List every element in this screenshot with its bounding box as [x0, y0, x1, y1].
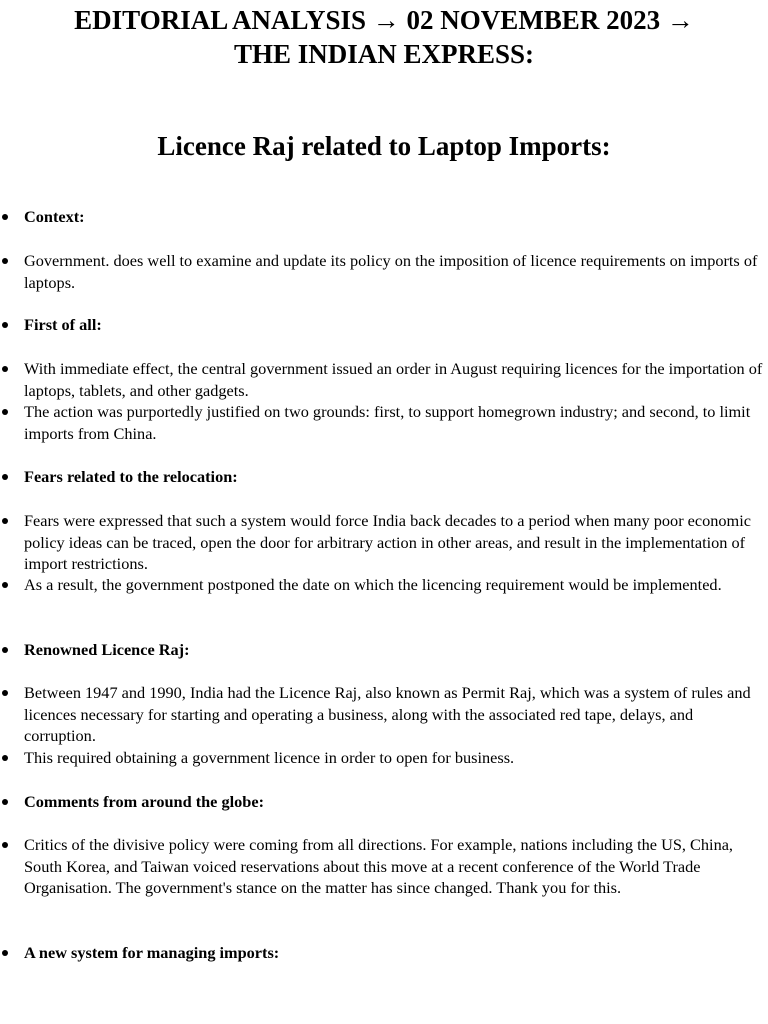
page-title-line-1: EDITORIAL ANALYSIS → 02 NOVEMBER 2023 →	[74, 5, 694, 35]
bullet-text: As a result, the government postponed the date on which the licencing requirement would be implemented.	[24, 575, 722, 594]
list-item	[24, 510, 766, 575]
section-heading-comments	[24, 791, 766, 813]
bullet-icon	[2, 214, 8, 220]
bullet-text: A new system for managing imports:	[24, 943, 280, 962]
page-title	[0, 3, 768, 71]
bullet-icon	[2, 755, 8, 761]
bullet-icon	[2, 842, 8, 848]
list-item	[24, 358, 766, 401]
bullet-text: Renowned Licence Raj:	[24, 640, 190, 659]
bullet-text: Between 1947 and 1990, India had the Licence Raj, also known as Permit Raj, which was a system of rules and licences necessary for starting and operating a business, along with the associated red tape, delays, and corruption.	[24, 683, 751, 746]
list-item	[24, 574, 766, 596]
list-item	[24, 401, 766, 444]
section-heading-first-of-all	[24, 314, 766, 336]
list-item	[24, 682, 766, 747]
section-heading-fears	[24, 466, 766, 488]
bullet-icon	[2, 366, 8, 372]
page-title-line-2: THE INDIAN EXPRESS:	[233, 39, 535, 69]
list-item	[24, 834, 766, 899]
bullet-icon	[2, 474, 8, 480]
bullet-icon	[2, 690, 8, 696]
bullet-icon	[2, 799, 8, 805]
bullet-icon	[2, 258, 8, 264]
bullet-icon	[2, 647, 8, 653]
bullet-icon	[2, 518, 8, 524]
bullet-text: Critics of the divisive policy were coming from all directions. For example, nations including the US, China, South Korea, and Taiwan voiced reservations about this move at a recent conference of the World Trade Organisation. The government's stance on the matter has since changed. Thank you for this.	[24, 835, 734, 898]
bullet-text: First of all:	[24, 315, 102, 334]
bullet-text: Fears related to the relocation:	[24, 467, 238, 486]
bullet-text: Context:	[24, 207, 85, 226]
bullet-text: Comments from around the globe:	[24, 792, 264, 811]
list-item	[24, 250, 766, 293]
bullet-text: This required obtaining a government licence in order to open for business.	[24, 748, 515, 767]
bullet-text: The action was purportedly justified on two grounds: first, to support homegrown industry; and second, to limit imports from China.	[24, 402, 751, 443]
bullet-text: Fears were expressed that such a system would force India back decades to a period when many poor economic policy ideas can be traced, open the door for arbitrary action in other areas, and result in the implementation of import restrictions.	[24, 511, 751, 574]
bullet-icon	[2, 322, 8, 328]
bullet-icon	[2, 582, 8, 588]
bullet-text: Government. does well to examine and update its policy on the imposition of licence requirements on imports of laptops.	[24, 251, 758, 292]
section-heading-context	[24, 206, 766, 228]
section-heading-licence-raj	[24, 639, 766, 661]
section-heading-new-system	[24, 942, 766, 964]
bullet-icon	[2, 950, 8, 956]
bullet-icon	[2, 409, 8, 415]
article-subtitle: Licence Raj related to Laptop Imports:	[157, 131, 611, 161]
list-item	[24, 747, 766, 769]
bullet-text: With immediate effect, the central government issued an order in August requiring licences for the importation of laptops, tablets, and other gadgets.	[24, 359, 763, 400]
